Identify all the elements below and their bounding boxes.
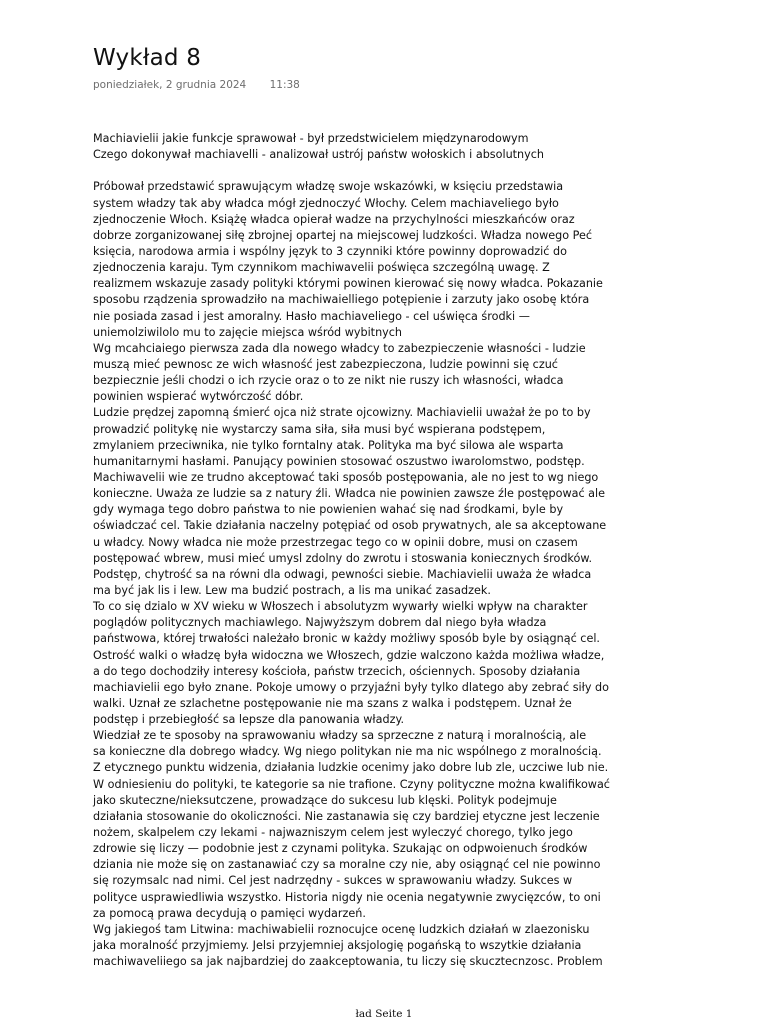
text-line: ma być jak lis i lew. Lew ma budzić postrach, a lis ma unikać zasadzek. [93, 583, 491, 597]
note-time: 11:38 [269, 79, 300, 91]
text-line: poglądów politycznych machiawlego. Najwyższym dobrem dal niego była władza [93, 616, 547, 630]
text-line: sa konieczne dla dobrego władcy. Wg niego politykan nie ma nic wspólnego z moralnością. [93, 745, 602, 759]
page-title: Wykład 8 [93, 45, 202, 71]
intro-paragraph [93, 131, 703, 163]
text-line: Wg jakiegoś tam Litwina: machiwabielii roznocujce ocenę ludzkich działań w zlaezonisku [93, 922, 590, 936]
text-line: realizmem wskazuje zasady polityki którymi powinen kierować się nowy władca. Pokazanie [93, 277, 603, 291]
text-line: powinien wspierać wytwórczość dóbr. [93, 390, 304, 404]
text-line: machiwaveliiego sa jak najbardziej do zaakceptowania, tu liczy się skucztecnzosc. Problem [93, 955, 603, 969]
text-line: a do tego dochodziły interesy kościoła, państw trzecich, ościennych. Sposoby działania [93, 664, 581, 678]
text-line: postępować wbrew, musi mieć umysl zdolny do zwrotu i stoswania koniecznych środków. [93, 551, 593, 565]
blank-line [93, 163, 703, 179]
text-line: machiavielii ego było znane. Pokoje umowy o przyjaźni były tylko dlatego aby zebrać siły do [93, 680, 609, 694]
text-line: jako skuteczne/nieksutczene, prowadzące do sukcesu lub klęski. Polityk podejmuje [93, 793, 557, 807]
text-line: prowadzić politykę nie wystarczy sama siła, siła musi być wspierana podstępem, [93, 422, 546, 436]
text-line: dobrze zorganizowanej siłę zbrojnej opartej na miejscowej ludzkości. Władza nowego Peć [93, 228, 593, 242]
page-footer: ład Seite 1 [355, 1008, 413, 1020]
text-line: nie posiada zasad i jest amoralny. Hasło machiaveliego - cel uświęca środki — [93, 309, 530, 323]
text-line: zjednoczenie Włoch. Książę władca opierał wadze na przychylności mieszkańców oraz [93, 212, 575, 226]
text-line: działania stosowanie do okoliczności. Nie zastanawia się czy bardziej etyczne jest leczenie [93, 809, 600, 823]
text-line: Machiavielii jakie funkcje sprawował - był przedstwicielem międzynarodowym [93, 132, 529, 145]
text-line: księcia, narodowa armia i wspólny język to 3 czynniki które powinny doprowadzić do [93, 244, 567, 258]
text-line: polityce usprawiedliwia wszystko. Historia nigdy nie ocenia negatywnie zwycięzców, to oni [93, 890, 601, 904]
text-line: Podstęp, chytrość sa na równi dla odwagi, pewności siebie. Machiavielii uważa że władca [93, 567, 592, 581]
text-line: nożem, skalpelem czy lekami - najwazniszym celem jest wyleczyć chorego, tylko jego [93, 826, 573, 840]
text-line: u władcy. Nowy władca nie może przestrzegac tego co w opinii dobre, musi on czasem [93, 535, 578, 549]
text-line: To co się dzialo w XV wieku w Włoszech i absolutyzm wywarły wielki wpływ na charakter [93, 600, 588, 614]
text-line: za pomocą prawa decydują o pamięci wydarzeń. [93, 906, 366, 920]
text-line: zmylaniem przeciwnika, nie tylko forntalny atak. Polityka ma być silowa ale wsparta [93, 438, 564, 452]
text-line: zdrowie się liczy — podobnie jest z czynami polityka. Szukając on odpwoienuch środków [93, 842, 588, 856]
text-line: Próbował przedstawić sprawującym władzę swoje wskazówki, w księciu przedstawia [93, 180, 564, 194]
text-line: konieczne. Uważa ze ludzie sa z natury źli. Władca nie powinien zawsze źle postępować ale [93, 487, 606, 501]
text-line: uniemolziwilolo mu to zajęcie miejsca wśród wybitnych [93, 325, 403, 339]
text-line: Ludzie prędzej zapomną śmierć ojca niż strate ojcowizny. Machiavielii uważał że po to by [93, 406, 591, 420]
note-timestamp [93, 79, 300, 92]
text-line: dziania nie może się on zastanawiać czy sa moralne czy nie, aby osiągnąć cel nie powinno [93, 858, 601, 872]
text-line: oświadczać cel. Takie działania naczelny potępiać od osob prywatnych, ale sa akceptowane [93, 519, 607, 533]
text-line: walki. Uznał ze szlachetne postępowanie nie ma szans z walka i podstępem. Uznał że [93, 696, 572, 710]
text-line: muszą mieć pewnosc ze wich własność jest zabezpieczona, ludzie powinni się czuć [93, 357, 558, 371]
text-line: Wiedział ze te sposoby na sprawowaniu władzy sa sprzeczne z naturą i moralnością, ale [93, 729, 587, 743]
text-line: jaka moralność przyjmiemy. Jelsi przyjemniej aksjologię pogańską to wszytkie działania [93, 939, 582, 953]
text-line: bezpiecznie jeśli chodzi o ich rzycie oraz o to ze nikt nie ruszy ich własności, władca [93, 374, 564, 388]
note-body [93, 131, 703, 970]
text-line: zjednoczenia karaju. Tym czynnikom machiwavelii poświęca szczególną uwagę. Z [93, 261, 550, 275]
text-line: sposobu rządzenia sprowadziło na machiwaielliego potępienie i zarzuty jako osobę która [93, 293, 590, 307]
text-line: humanitarnymi hasłami. Panujący powinien stosować oszustwo iwarolomstwo, podstęp. [93, 454, 585, 468]
text-line: Czego dokonywał machiavelli - analizował ustrój państw wołoskich i absolutnych [93, 148, 545, 162]
text-line: państwowa, której trwałości należało bronic w każdy możliwy sposób byle by osiągnąć cel. [93, 632, 600, 646]
text-line: Machiwavelii wie ze trudno akceptować taki sposób postępowania, ale no jest to wg niego [93, 470, 599, 484]
text-line: Z etycznego punktu widzenia, działania ludzkie ocenimy jako dobre lub zle, uczciwe lub nie. [93, 761, 609, 775]
text-line: Ostrość walki o władzę była widoczna we Włoszech, gdzie walczono każda możliwa władze, [93, 648, 605, 662]
text-line: Wg mcahciaiego pierwsza zada dla nowego władcy to zabezpieczenie własności - ludzie [93, 341, 586, 355]
text-line: się rozymsalc nad nimi. Cel jest nadrzędny - sukces w sprawowaniu władzy. Sukces w [93, 874, 573, 888]
text-line: podstęp i przebiegłość sa lepsze dla panowania władzy. [93, 713, 405, 727]
note-date: poniedziałek, 2 grudnia 2024 [93, 79, 247, 91]
text-line: system władzy tak aby władca mógł zjednoczyć Włochy. Celem machiaveliego było [93, 196, 559, 210]
main-paragraph [93, 179, 703, 970]
text-line: gdy wymaga tego dobro państwa to nie powienien wahać się nad środkami, byle by [93, 503, 564, 517]
text-line: W odniesieniu do polityki, te kategorie sa nie trafione. Czyny polityczne można kwalifikować [93, 777, 610, 791]
